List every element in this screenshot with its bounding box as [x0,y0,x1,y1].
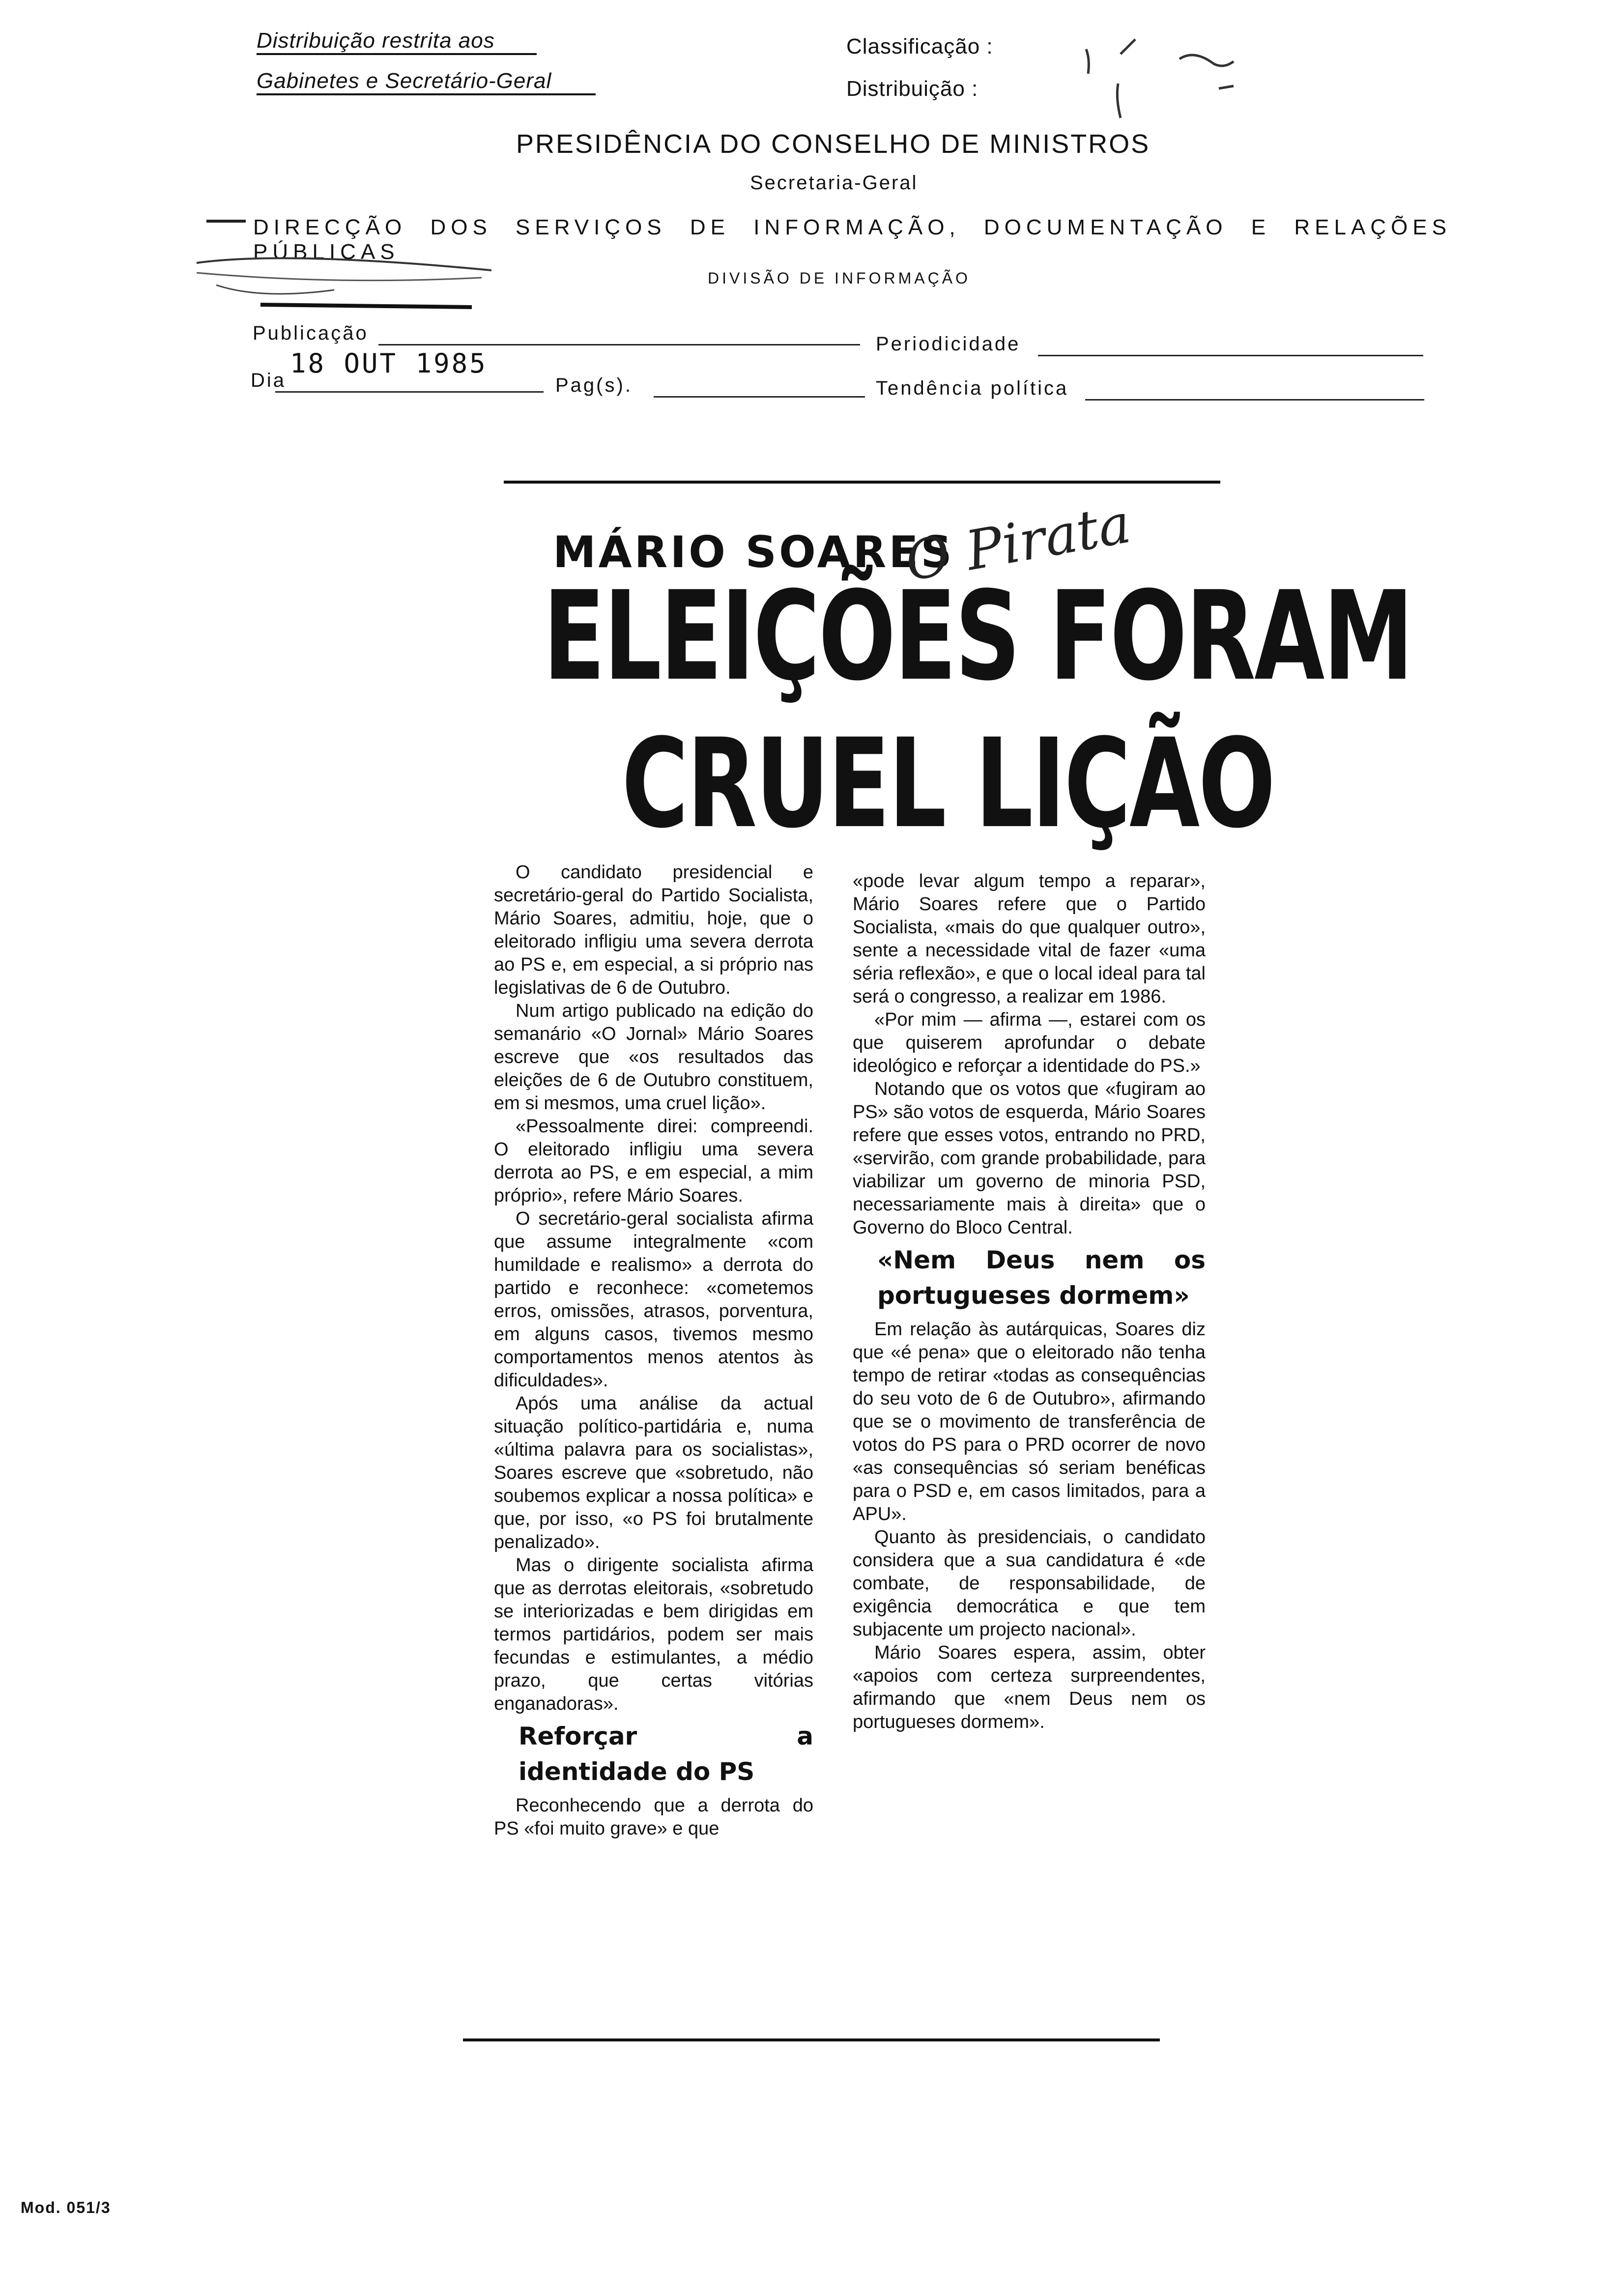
publicacao-field [378,344,860,345]
dia-stamp: 18 OUT 1985 [290,348,488,379]
distribuicao-label: Distribuição : [846,77,979,101]
presidencia-title: PRESIDÊNCIA DO CONSELHO DE MINISTROS [516,129,1151,159]
handwritten-marks [1071,29,1248,128]
periodicidade-field [1038,355,1423,356]
col2-paragraph: «pode levar algum tempo a reparar», Mário Soares refere que o Partido Socialista, «mais do que qualquer outro», sente a necessidade vital de fazer «uma séria reflexão», e que o local ideal para tal será o congresso, a realizar em 1986. [853,871,1206,1007]
tendencia-field [1085,399,1424,401]
publicacao-label: Publicação [253,322,369,344]
classificacao-label: Classificação : [846,34,993,58]
clipping-top-rule [504,481,1220,484]
article-column-2 [853,870,1206,1734]
col1-paragraph: Após uma análise da actual situação político-partidária e, numa «última palavra para os socialistas», Soares escreve que «sobretudo, não soubemos explicar a nossa política» e que, por isso, «o PS foi brutalmente penalizado». [494,1393,813,1552]
col1-paragraph: O candidato presidencial e secretário-geral do Partido Socialista, Mário Soares, admitiu, hoje, que o eleitorado infligiu uma severa derrota ao PS e, em especial, a si próprio nas legislativas de 6 de Outubro. [494,862,813,998]
dia-field [275,391,544,393]
pags-field [654,396,865,398]
headline-line-1: ELEIÇÕES FORAM [543,565,1412,708]
restriction-line-1: Distribuição restrita aos [257,29,537,55]
clipping-bottom-rule [463,2038,1160,2041]
stamp-mark [187,216,491,315]
article-kicker: MÁRIO SOARES [553,527,954,577]
col1-paragraph: Mas o dirigente socialista afirma que as derrotas eleitorais, «sobretudo se interiorizadas e bem dirigidas em termos partidários, podem ser mais fecundas e estimulantes, a médio prazo, que certas vitórias enganadoras». [494,1555,813,1714]
col2-paragraph: Quanto às presidenciais, o candidato considera que a sua candidatura é «de combate, de responsabilidade, de exigência democrática e que tem subjacente um projecto nacional». [853,1527,1206,1640]
col1-paragraph: Reconhecendo que a derrota do PS «foi muito grave» e que [494,1795,813,1839]
col2-paragraph: Mário Soares espera, assim, obter «apoios com certeza surpreendentes, afirmando que «nem Deus nem os portugueses dormem». [853,1642,1206,1732]
dia-label: Dia [251,370,287,391]
handwritten-source: O Pirata [900,491,1135,594]
form-code: Mod. 051/3 [21,2199,111,2216]
periodicidade-label: Periodicidade [876,333,1021,355]
article-column-1 [494,861,813,1840]
col1-paragraph: Num artigo publicado na edição do semanário «O Jornal» Mário Soares escreve que «os resultados das eleições de 6 de Outubro constituem, em si mesmos, uma cruel lição». [494,1001,813,1114]
tendencia-label: Tendência política [876,377,1069,399]
headline-line-2: CRUEL LIÇÃO [622,712,1274,855]
pags-label: Pag(s). [555,374,633,396]
restriction-line-2: Gabinetes e Secretário-Geral [257,69,596,95]
col2-paragraph: «Por mim — afirma —, estarei com os que quiserem aprofundar o debate ideológico e reforçar a identidade do PS.» [853,1009,1206,1076]
col1-subhead: Reforçar a identidade do PS [518,1722,813,1786]
col1-paragraph: O secretário-geral socialista afirma que assume integralmente «com humildade e realismo» a derrota do partido e reconhece: «cometemos erros, omissões, atrasos, porventura, em alguns casos, tivemos mesmo comportamentos menos atentos às dificuldades». [494,1208,813,1391]
direccao-line: DIRECÇÃO DOS SERVIÇOS DE INFORMAÇÃO, DOCUMENTAÇÃO E RELAÇÕES PÚBLICAS [253,215,1451,264]
secretaria-geral: Secretaria-Geral [750,172,918,194]
divisao-line: DIVISÃO DE INFORMAÇÃO [708,269,971,287]
col2-subhead: «Nem Deus nem os portugueses dormem» [877,1246,1206,1310]
col1-paragraph: «Pessoalmente direi: compreendi. O eleitorado infligiu uma severa derrota ao PS, e em especial, a mim próprio», refere Mário Soares. [494,1116,813,1206]
col2-paragraph: Notando que os votos que «fugiram ao PS» são votos de esquerda, Mário Soares refere que esses votos, entrando no PRD, «servirão, com grande probabilidade, para viabilizar um governo de minoria PSD, necessariamente mais à direita» que o Governo do Bloco Central. [853,1079,1206,1238]
col2-paragraph: Em relação às autárquicas, Soares diz que «é pena» que o eleitorado não tenha tempo de retirar «todas as consequências do seu voto de 6 de Outubro», afirmando que se o movimento de transferência de votos do PS para o PRD ocorrer de novo «as consequências só seriam benéficas para o PSD e, em casos limitados, para a APU». [853,1319,1206,1524]
